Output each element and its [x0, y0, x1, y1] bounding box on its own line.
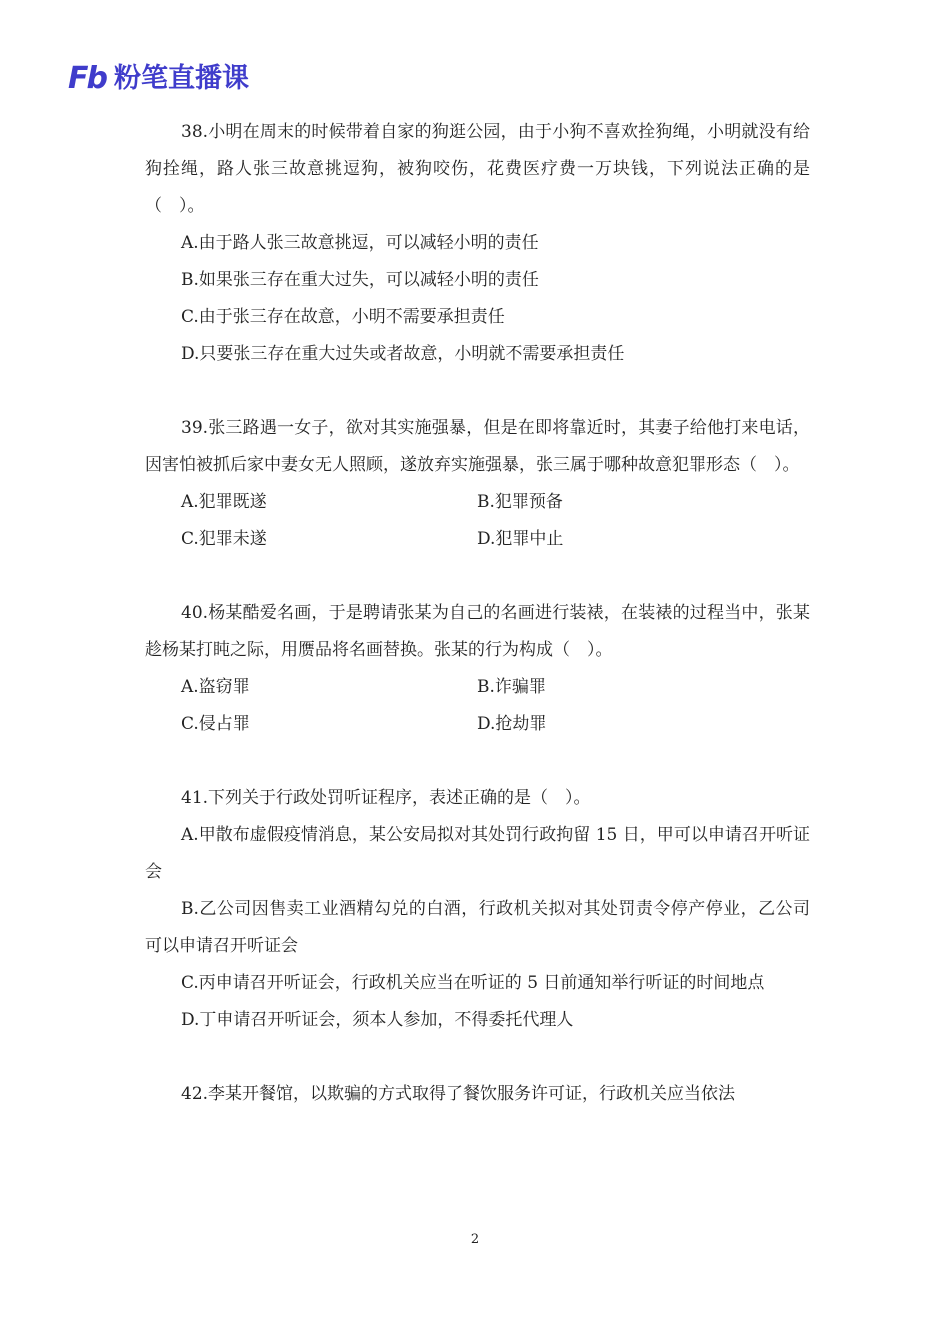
option-b: B.如果张三存在重大过失，可以减轻小明的责任	[181, 270, 539, 290]
question-40	[145, 595, 810, 743]
option-b: B.犯罪预备	[477, 492, 563, 512]
option-a: A.甲散布虚假疫情消息，某公安局拟对其处罚行政拘留 15 日，甲可以申请召开听证会	[145, 825, 810, 882]
option-c: C.侵占罪	[181, 714, 250, 734]
option-row	[145, 669, 810, 706]
option-b: B.乙公司因售卖工业酒精勾兑的白酒，行政机关拟对其处罚责令停产停业，乙公司可以申请召开听证会	[145, 899, 810, 956]
question-stem: 41.下列关于行政处罚听证程序，表述正确的是（ ）。	[181, 788, 591, 808]
brand-logo	[68, 62, 249, 96]
option-row	[145, 706, 810, 743]
option-c: C.犯罪未遂	[181, 529, 267, 549]
question-42	[145, 1076, 810, 1113]
question-38	[145, 114, 810, 373]
option-d: D.犯罪中止	[477, 529, 564, 549]
option-a: A.盗窃罪	[181, 677, 250, 697]
option-c: C.由于张三存在故意，小明不需要承担责任	[181, 307, 505, 327]
option-d: D.只要张三存在重大过失或者故意，小明就不需要承担责任	[181, 344, 625, 364]
question-list	[145, 114, 810, 1150]
brand-name: 粉笔直播课	[113, 63, 249, 94]
question-39	[145, 410, 810, 558]
option-row	[145, 521, 810, 558]
question-41	[145, 780, 810, 1039]
option-d: D.抢劫罪	[477, 714, 547, 734]
question-stem: 40.杨某酷爱名画，于是聘请张某为自己的名画进行装裱，在装裱的过程当中，张某趁杨某打盹之际，用赝品将名画替换。张某的行为构成（ ）。	[145, 603, 810, 660]
question-stem: 38.小明在周末的时候带着自家的狗逛公园，由于小狗不喜欢拴狗绳，小明就没有给狗拴绳，路人张三故意挑逗狗，被狗咬伤，花费医疗费一万块钱，下列说法正确的是（ ）。	[145, 122, 810, 216]
option-c: C.丙申请召开听证会，行政机关应当在听证的 5 日前通知举行听证的时间地点	[181, 973, 765, 993]
fb-logo-icon: Fb	[68, 61, 106, 96]
option-d: D.丁申请召开听证会，须本人参加，不得委托代理人	[181, 1010, 574, 1030]
question-stem: 39.张三路遇一女子，欲对其实施强暴，但是在即将靠近时，其妻子给他打来电话，因害怕被抓后家中妻女无人照顾，遂放弃实施强暴，张三属于哪种故意犯罪形态（ ）。	[145, 418, 810, 475]
option-row	[145, 484, 810, 521]
option-a: A.由于路人张三故意挑逗，可以减轻小明的责任	[181, 233, 539, 253]
option-b: B.诈骗罪	[477, 677, 546, 697]
page-number: 2	[470, 1232, 480, 1247]
question-stem: 42.李某开餐馆，以欺骗的方式取得了餐饮服务许可证，行政机关应当依法	[181, 1084, 736, 1104]
option-a: A.犯罪既遂	[181, 492, 267, 512]
